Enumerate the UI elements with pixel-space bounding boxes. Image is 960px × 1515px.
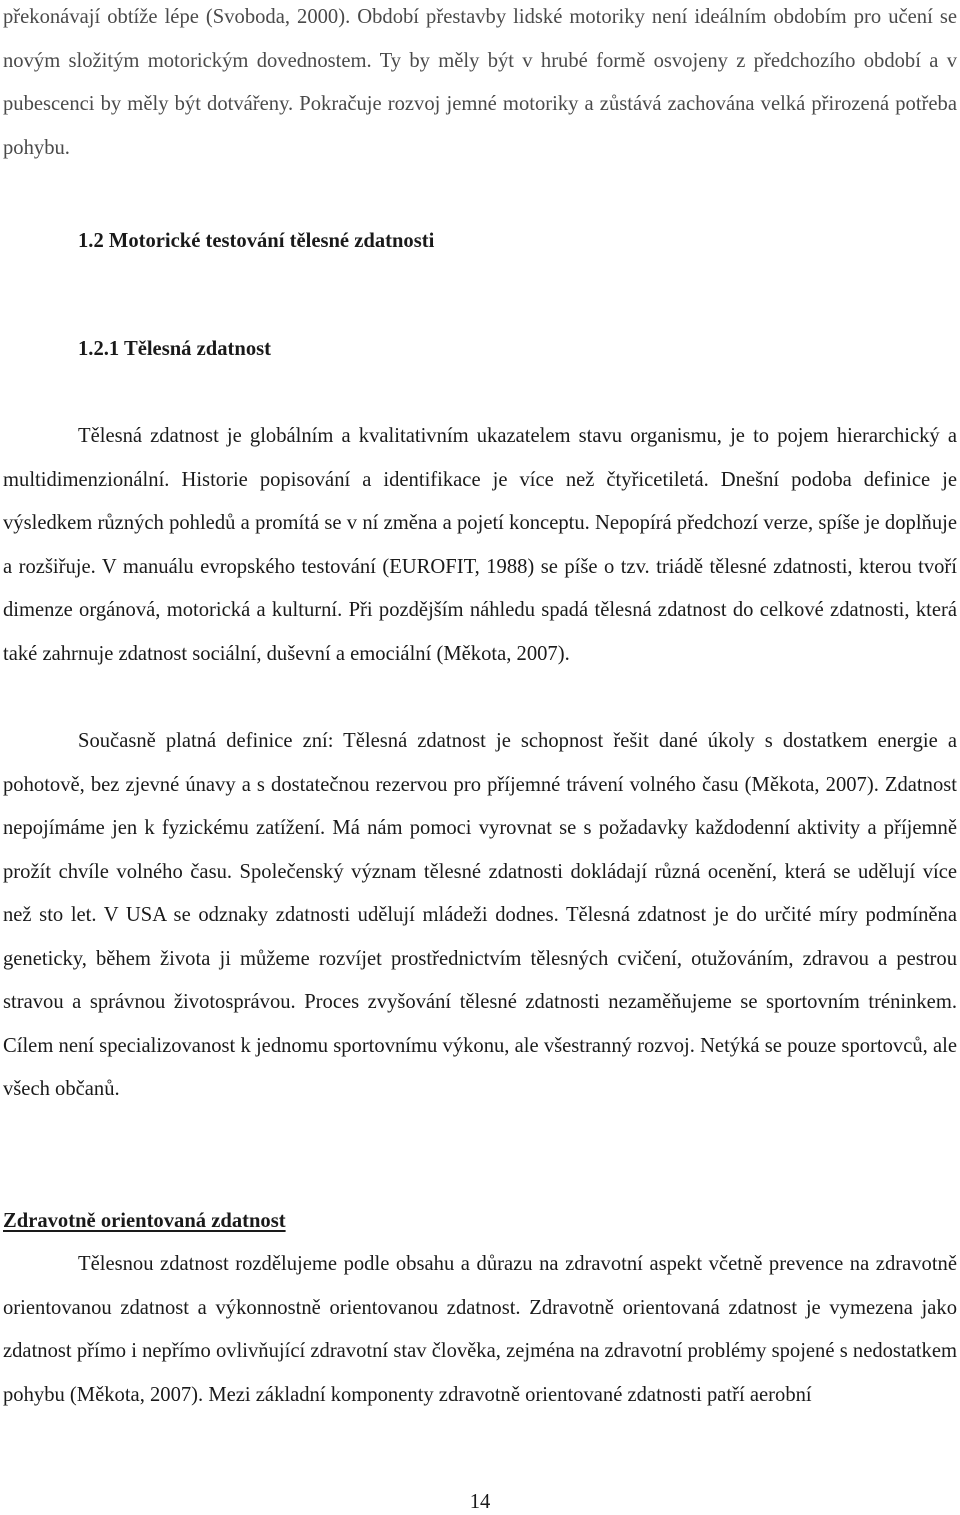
body-paragraph-3: Tělesnou zdatnost rozdělujeme podle obsahu a důrazu na zdravotní aspekt včetně prevence na zdravotně orientovanou zdatnost a výkonnostně orientovanou zdatnost. Zdravotně orientovaná zdatnost je vymezena jako zdatnost přímo i nepřímo ovlivňující zdravotní stav člověka, zejména na zdravotní problémy spojené s nedostatkem pohybu (Měkota, 2007). Mezi základní komponenty zdravotně orientované zdatnosti patří aerobní bbox=[3, 1253, 957, 1406]
body-paragraph-1: Tělesná zdatnost je globálním a kvalitativním ukazatelem stavu organismu, je to pojem hierarchický a multidimenzionální. Historie popisování a identifikace je více než čtyřicetiletá. Dnešní podoba definice je výsledkem různých pohledů a promítá se v ní změna a pojetí konceptu. Nepopírá předchozí verze, spíše je doplňuje a rozšiřuje. V manuálu evropského testování (EUROFIT, 1988) se píše o tzv. triádě tělesné zdatnosti, kterou tvoří dimenze orgánová, motorická a kulturní. Při pozdějším náhledu spadá tělesná zdatnost do celkové zdatnosti, která také zahrnuje zdatnost sociální, duševní a emociální (Měkota, 2007). bbox=[3, 425, 957, 665]
document-page bbox=[3, 0, 957, 1515]
body-paragraph-2: Současně platná definice zní: Tělesná zdatnost je schopnost řešit dané úkoly s dostatkem energie a pohotově, bez zjevné únavy a s dostatečnou rezervou pro příjemné trávení volného času (Měkota, 2007). Zdatnost nepojímáme jen k fyzickému zatížení. Má nám pomoci vyrovnat se s požadavky každodenní aktivity a příjemně prožít chvíle volného času. Společenský význam tělesné zdatnosti dokládají různá ocenění, která se udělují více než sto let. V USA se odznaky zdatnosti udělují mládeži dodnes. Tělesná zdatnost je do určité míry podmíněna geneticky, během života ji můžeme rozvíjet prostřednictvím tělesných cvičení, otužováním, zdravou a pestrou stravou a správnou životosprávou. Proces zvyšování tělesné zdatnosti nezaměňujeme se sportovním tréninkem. Cílem není specializovanost k jednomu sportovnímu výkonu, ale všestranný rozvoj. Netýká se pouze sportovců, ale všech občanů. bbox=[3, 730, 957, 1100]
subsection-heading: 1.2.1 Tělesná zdatnost bbox=[78, 338, 271, 360]
page-number: 14 bbox=[469, 1491, 491, 1513]
health-fitness-heading: Zdravotně orientovaná zdatnost bbox=[3, 1210, 286, 1232]
section-heading: 1.2 Motorické testování tělesné zdatnosti bbox=[78, 230, 435, 252]
intro-paragraph: překonávají obtíže lépe (Svoboda, 2000). Období přestavby lidské motoriky není ideálním obdobím pro učení se novým složitým motorickým dovednostem. Ty by měly být v hrubé formě osvojeny z předchozího období a v pubescenci by měly být dotvářeny. Pokračuje rozvoj jemné motoriky a zůstává zachována velká přirozená potřeba pohybu. bbox=[3, 6, 957, 159]
